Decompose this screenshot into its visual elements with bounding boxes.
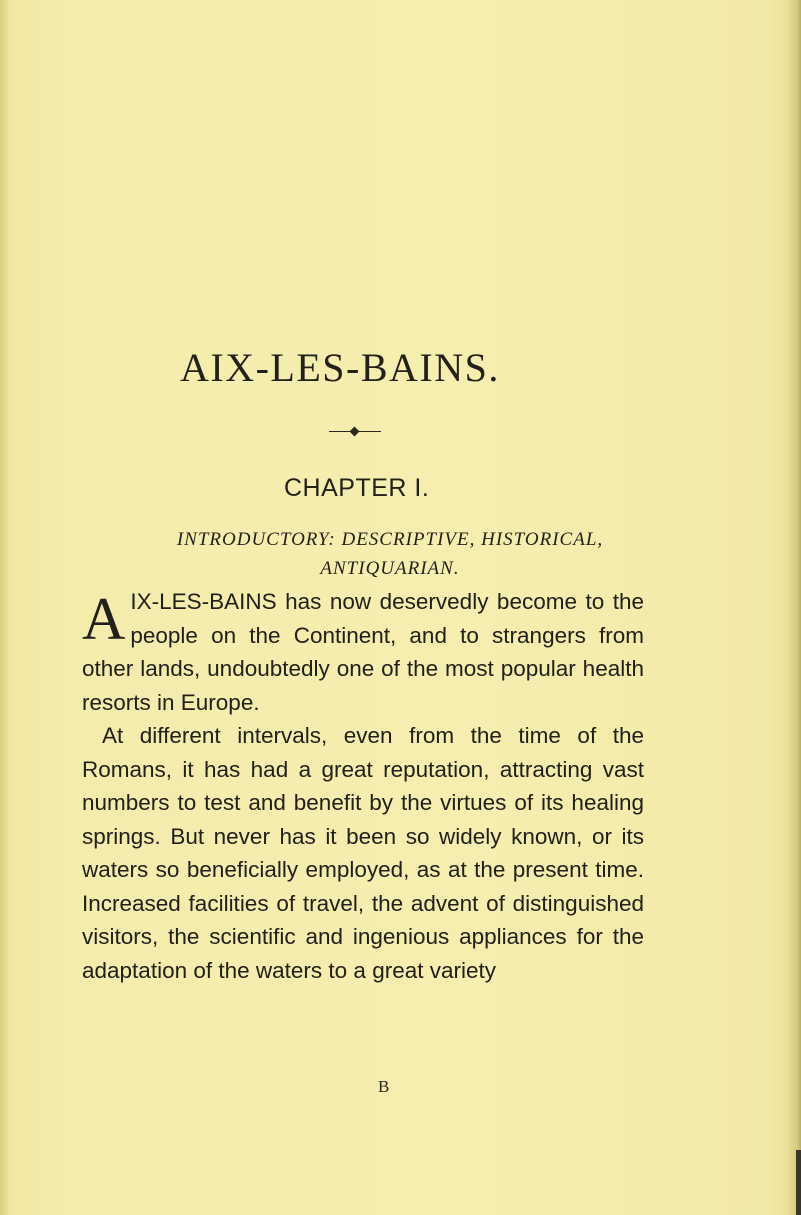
chapter-heading: CHAPTER I. <box>284 474 430 502</box>
subtitle-line-2: ANTIQUARIAN. <box>320 558 460 579</box>
drop-cap: A <box>82 586 126 652</box>
book-title: AIX-LES-BAINS. <box>180 345 500 390</box>
paragraph-2: At different intervals, even from the time of the Romans, it has had a great reputation, attracting vast numbers to test and benefit by the virtues of its healing springs. But never has it been so widely known, or its waters so beneficially employed, as at the present time. Increased facilities of travel, the advent of distinguished visitors, the scientific and ingenious appliances for the adaptation of the waters to a great variety <box>82 723 644 983</box>
signature-mark: B <box>378 1077 390 1096</box>
page-left-edge <box>0 0 10 1215</box>
subtitle-line-1: INTRODUCTORY: DESCRIPTIVE, HISTORICAL, <box>176 529 604 550</box>
paragraph-1 <box>82 585 644 719</box>
page-right-edge <box>787 0 801 1215</box>
chapter-subtitle <box>110 525 670 583</box>
paragraph-1-text: IX-LES-BAINS has now deservedly become to the people on the Continent, and to strangers from other lands, undoubtedly one of the most popular health resorts in Europe. <box>82 589 644 715</box>
ornament-divider-icon <box>329 427 381 437</box>
page-corner-shadow <box>796 1150 801 1215</box>
ornament-diamond <box>350 427 360 437</box>
body-text <box>82 585 644 987</box>
